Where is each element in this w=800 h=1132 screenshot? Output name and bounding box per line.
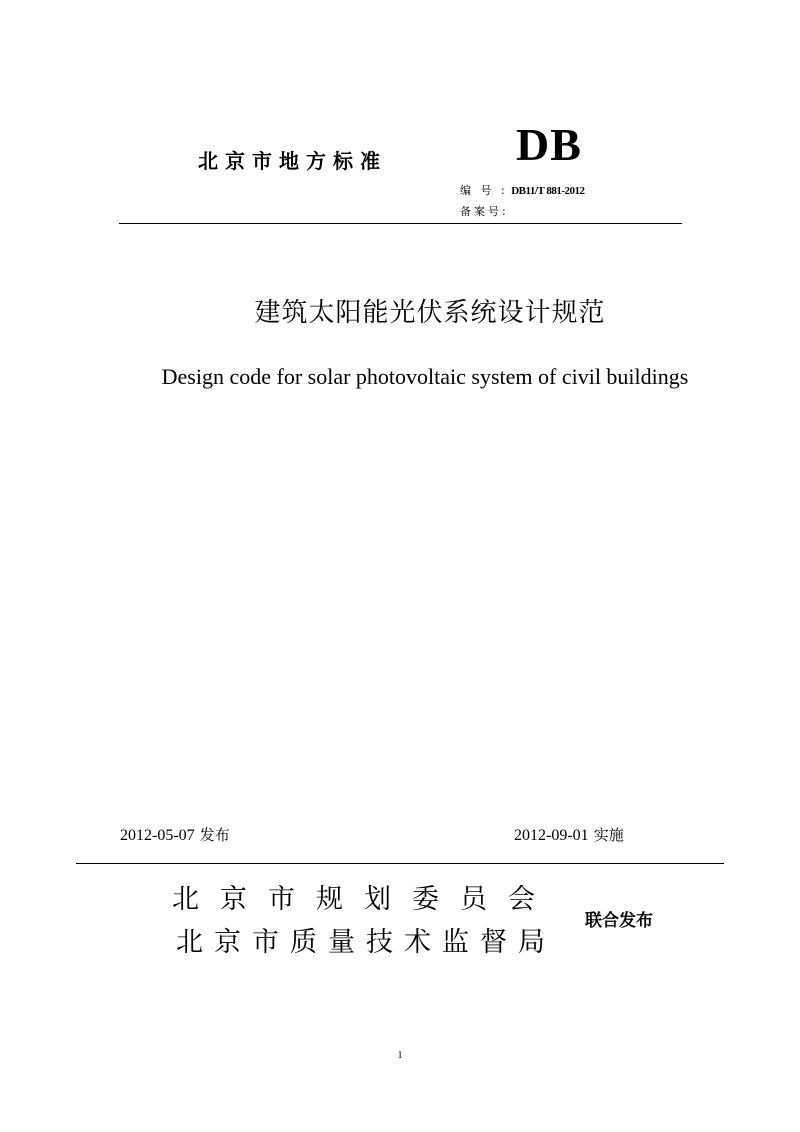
publisher-char: 员 — [460, 884, 487, 915]
joint-release-label: 联合发布 — [585, 911, 653, 931]
implement-date — [514, 824, 624, 845]
publisher-quality-bureau — [176, 920, 548, 959]
db-mark: DB — [516, 119, 582, 170]
publisher-char: 北 — [172, 884, 199, 915]
standard-type-heading: 北京市地方标准 — [198, 149, 387, 173]
publisher-char: 督 — [480, 927, 507, 958]
standard-code-label: 编 号 : — [460, 184, 508, 197]
title-chinese: 建筑太阳能光伏系统设计规范 — [254, 298, 606, 328]
publisher-char: 京 — [214, 927, 241, 958]
issue-date-label: 发布 — [199, 826, 230, 844]
issue-date — [120, 824, 230, 845]
header-divider — [119, 223, 682, 224]
publisher-char: 规 — [316, 884, 343, 915]
publisher-char: 会 — [508, 884, 535, 915]
standard-code-line — [460, 182, 584, 198]
page-number: 1 — [397, 1050, 403, 1061]
standard-code-value: DB11/T 881-2012 — [511, 185, 585, 197]
publisher-char: 市 — [252, 927, 279, 958]
publisher-planning-commission — [172, 877, 556, 916]
publisher-char: 术 — [404, 927, 431, 958]
publisher-char: 质 — [290, 927, 317, 958]
publisher-char: 技 — [366, 927, 393, 958]
publisher-char: 市 — [268, 884, 295, 915]
title-english: Design code for solar photovoltaic system of civil buildings — [161, 364, 689, 389]
implement-date-value: 2012-09-01 — [514, 827, 589, 844]
implement-date-label: 实施 — [593, 826, 624, 844]
publisher-char: 监 — [442, 927, 469, 958]
publisher-char: 北 — [176, 927, 203, 958]
publisher-char: 委 — [412, 884, 439, 915]
record-number-line — [460, 203, 509, 219]
publisher-char: 划 — [364, 884, 391, 915]
publisher-char: 量 — [328, 927, 355, 958]
publisher-char: 局 — [518, 927, 545, 958]
issue-date-value: 2012-05-07 — [120, 827, 195, 844]
publisher-char: 京 — [220, 884, 247, 915]
footer-divider — [76, 863, 724, 864]
record-number-label: 备案号: — [460, 205, 509, 218]
